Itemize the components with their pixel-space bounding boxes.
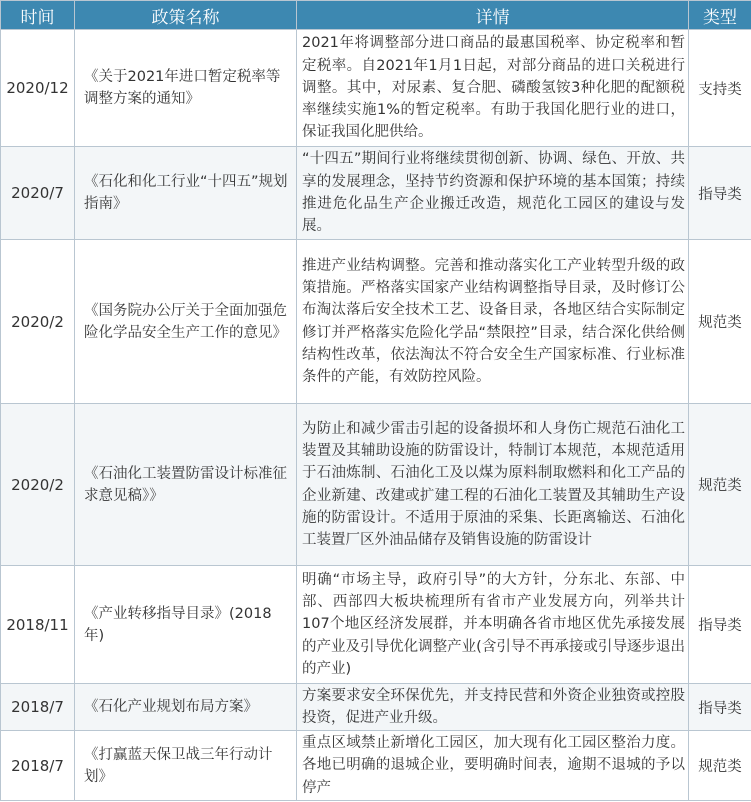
policy-name-cell: 《石化和化工行业“十四五”规划指南》 <box>75 147 297 240</box>
policy-name-cell: 《石化产业规划布局方案》 <box>75 684 297 731</box>
policy-name-cell: 《关于2021年进口暂定税率等调整方案的通知》 <box>75 30 297 147</box>
details-cell: 为防止和减少雷击引起的设备损坏和人身伤亡规范石油化工装置及其辅助设施的防雷设计，特制订本规范，本规范适用于石油炼制、石油化工及以煤为原料制取燃料和化工产品的企业新建、改建或扩建工程的石油化工装置及其辅助生产设施的防雷设计。不适用于原油的采集、长距离输送、石油化工装置厂区外油品储存及销售设施的防雷设计 <box>297 404 689 566</box>
details-cell: “十四五”期间行业将继续贯彻创新、协调、绿色、开放、共享的发展理念，坚持节约资源和保护环境的基本国策；持续推进危化品生产企业搬迁改造，规范化工园区的建设与发展。 <box>297 147 689 240</box>
policy-name-cell: 《产业转移指导目录》(2018年) <box>75 566 297 684</box>
header-time: 时间 <box>1 1 75 30</box>
table-row <box>1 731 751 801</box>
details-cell: 推进产业结构调整。完善和推动落实化工产业转型升级的政策措施。严格落实国家产业结构调整指导目录，及时修订公布淘汰落后安全技术工艺、设备目录，各地区结合实际制定修订并严格落实危险化学品“禁限控”目录，结合深化供给侧结构性改革，依法淘汰不符合安全生产国家标准、行业标准条件的产能，有效防控风险。 <box>297 240 689 404</box>
table-row <box>1 147 751 240</box>
header-details: 详情 <box>297 1 689 30</box>
details-cell: 方案要求安全环保优先，并支持民营和外资企业独资或控股投资，促进产业升级。 <box>297 684 689 731</box>
table-row <box>1 566 751 684</box>
time-cell: 2018/11 <box>1 566 75 684</box>
header-policy-name: 政策名称 <box>75 1 297 30</box>
time-cell: 2018/7 <box>1 684 75 731</box>
type-cell: 指导类 <box>689 684 751 731</box>
table-row <box>1 684 751 731</box>
policy-name-cell: 《打赢蓝天保卫战三年行动计划》 <box>75 731 297 801</box>
time-cell: 2018/7 <box>1 731 75 801</box>
type-cell: 规范类 <box>689 240 751 404</box>
time-cell: 2020/12 <box>1 30 75 147</box>
type-cell: 指导类 <box>689 566 751 684</box>
header-type: 类型 <box>689 1 751 30</box>
details-cell: 重点区域禁止新增化工园区，加大现有化工园区整治力度。各地已明确的退城企业，要明确时间表，逾期不退城的予以停产 <box>297 731 689 801</box>
type-cell: 支持类 <box>689 30 751 147</box>
table-row <box>1 404 751 566</box>
policy-name-cell: 《石油化工装置防雷设计标准征求意见稿》》 <box>75 404 297 566</box>
type-cell: 指导类 <box>689 147 751 240</box>
details-cell: 2021年将调整部分进口商品的最惠国税率、协定税率和暂定税率。自2021年1月1日起，对部分商品的进口关税进行调整。其中，对尿素、复合肥、磷酸氢铵3种化肥的配额税率继续实施1%的暂定税率。有助于我国化肥行业的进口，保证我国化肥供给。 <box>297 30 689 147</box>
table-row <box>1 30 751 147</box>
type-cell: 规范类 <box>689 404 751 566</box>
table-row <box>1 240 751 404</box>
details-cell: 明确“市场主导，政府引导”的大方针，分东北、东部、中部、西部四大板块梳理所有省市产业发展方向，列举共计107个地区经济发展群，并本明确各省市地区优先承接发展的产业及引导优化调整产业(含引导不再承接或引导逐步退出的产业) <box>297 566 689 684</box>
type-cell: 规范类 <box>689 731 751 801</box>
time-cell: 2020/2 <box>1 404 75 566</box>
time-cell: 2020/7 <box>1 147 75 240</box>
policy-name-cell: 《国务院办公厅关于全面加强危险化学品安全生产工作的意见》 <box>75 240 297 404</box>
time-cell: 2020/2 <box>1 240 75 404</box>
header-row <box>1 1 751 30</box>
